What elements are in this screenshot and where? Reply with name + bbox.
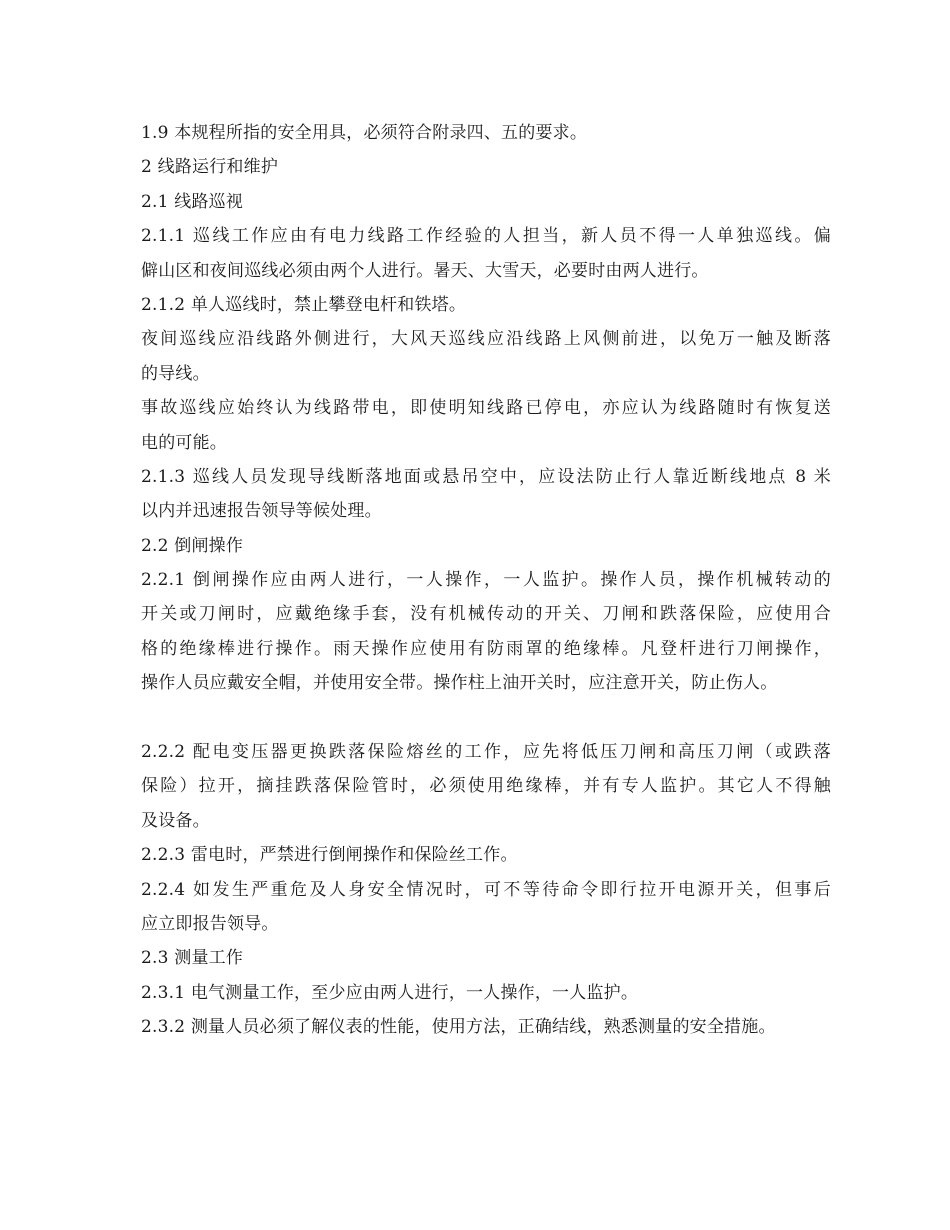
paragraph-2-2-2-line-2: 保险）拉开，摘挂跌落保险管时，必须使用绝缘棒，并有专人监护。其它人不得触 (141, 776, 831, 797)
paragraph-night-patrol-line-2: 的导线。 (141, 363, 210, 384)
paragraph-night-patrol-line-1: 夜间巡线应沿线路外侧进行，大风天巡线应沿线路上风侧前进，以免万一触及断落 (141, 329, 831, 350)
paragraph-accident-patrol-line-2: 电的可能。 (141, 432, 227, 453)
paragraph-2-1-1-line-1: 2.1.1 巡线工作应由有电力线路工作经验的人担当，新人员不得一人单独巡线。偏 (141, 226, 831, 247)
blank-line (141, 701, 831, 735)
section-heading-2-2: 2.2 倒闸操作 (141, 535, 244, 556)
paragraph-2-3-2: 2.3.2 测量人员必须了解仪表的性能，使用方法，正确结线，熟悉测量的安全措施。 (141, 1017, 776, 1038)
paragraph-1-9: 1.9 本规程所指的安全用具，必须符合附录四、五的要求。 (141, 123, 588, 143)
section-heading-2: 2 线路运行和维护 (141, 157, 279, 178)
paragraph-2-2-1-line-2: 开关或刀闸时，应戴绝缘手套，没有机械传动的开关、刀闸和跌落保险，应使用合 (141, 604, 831, 625)
paragraph-2-1-3-line-2: 以内并迅速报告领导等候处理。 (141, 501, 382, 522)
paragraph-2-1-3-line-1: 2.1.3 巡线人员发现导线断落地面或悬吊空中，应设法防止行人靠近断线地点 8 米 (141, 466, 831, 487)
paragraph-2-2-2-line-1: 2.2.2 配电变压器更换跌落保险熔丝的工作，应先将低压刀闸和高压刀闸（或跌落 (141, 742, 831, 763)
document-body (141, 116, 831, 1045)
paragraph-2-2-4-line-1: 2.2.4 如发生严重危及人身安全情况时，可不等待命令即行拉开电源开关，但事后 (141, 879, 831, 900)
section-heading-2-1: 2.1 线路巡视 (141, 191, 244, 212)
paragraph-2-2-1-line-4: 操作人员应戴安全帽，并使用安全带。操作柱上油开关时，应注意开关，防止伤人。 (141, 673, 778, 694)
paragraph-2-2-3: 2.2.3 雷电时，严禁进行倒闸操作和保险丝工作。 (141, 845, 518, 866)
paragraph-2-1-1-line-2: 僻山区和夜间巡线必须由两个人进行。暑天、大雪天，必要时由两人进行。 (141, 260, 709, 281)
paragraph-2-2-1-line-3: 格的绝缘棒进行操作。雨天操作应使用有防雨罩的绝缘棒。凡登杆进行刀闸操作， (141, 638, 831, 659)
paragraph-2-3-1: 2.3.1 电气测量工作，至少应由两人进行，一人操作，一人监护。 (141, 982, 639, 1003)
paragraph-2-2-1-line-1: 2.2.1 倒闸操作应由两人进行，一人操作，一人监护。操作人员，操作机械转动的 (141, 570, 831, 591)
paragraph-accident-patrol-line-1: 事故巡线应始终认为线路带电，即使明知线路已停电，亦应认为线路随时有恢复送 (141, 398, 831, 419)
section-heading-2-3: 2.3 测量工作 (141, 948, 244, 969)
paragraph-2-2-2-line-3: 及设备。 (141, 810, 210, 831)
paragraph-2-1-2: 2.1.2 单人巡线时，禁止攀登电杆和铁塔。 (141, 294, 467, 315)
paragraph-2-2-4-line-2: 应立即报告领导。 (141, 913, 279, 934)
